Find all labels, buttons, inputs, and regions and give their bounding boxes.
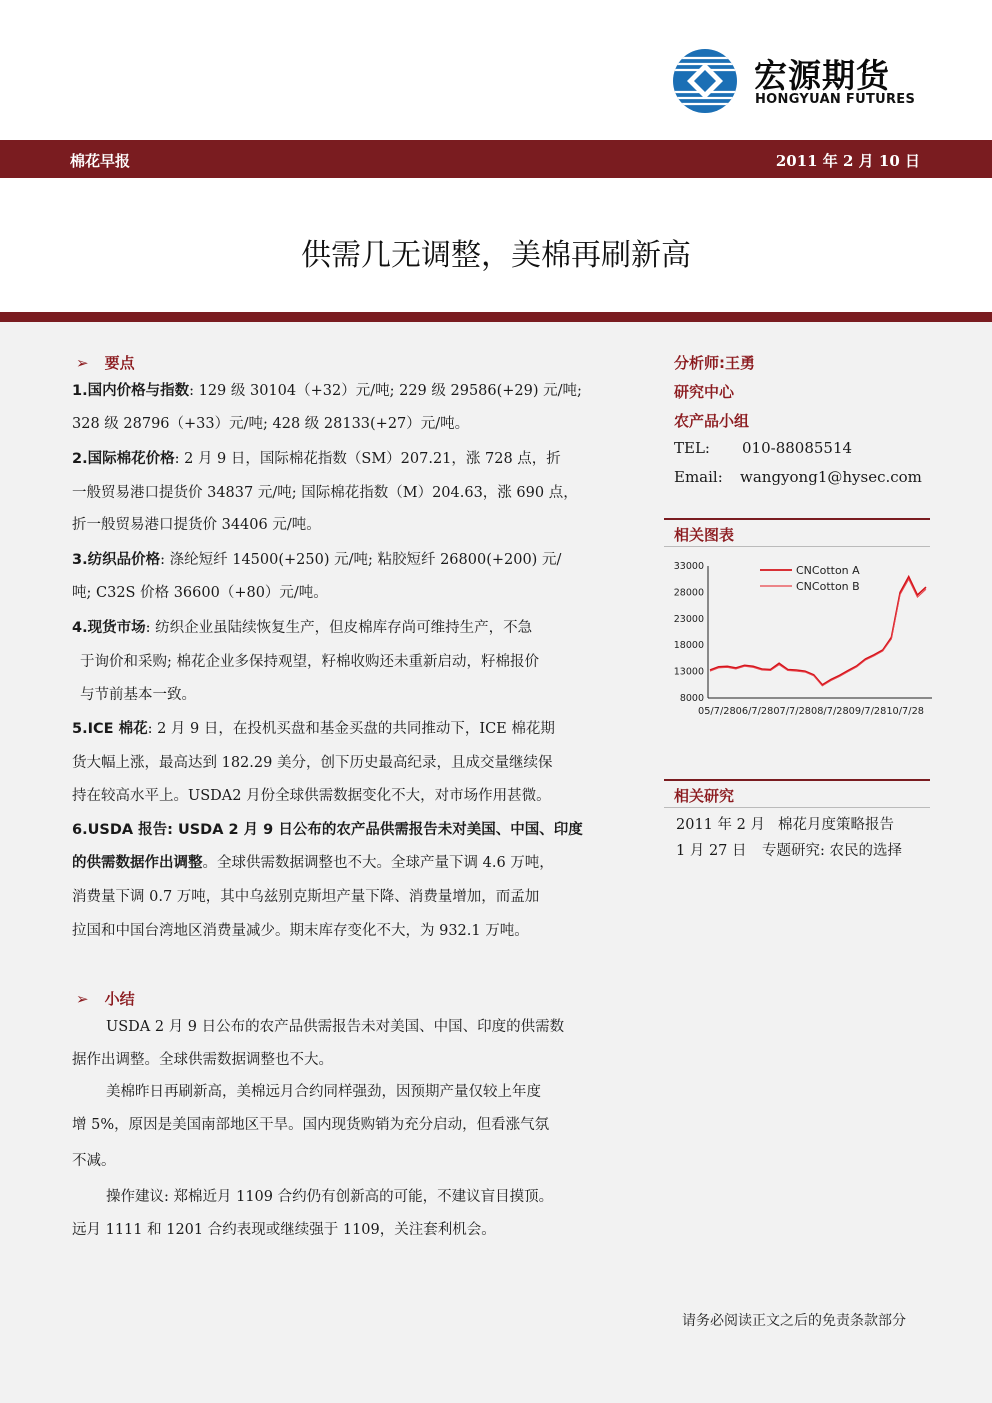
- tel-value: 010-88085514: [742, 439, 853, 457]
- p6-line2: [72, 853, 554, 873]
- report-date: 2011 年 2 月 10 日: [775, 152, 920, 170]
- arrow-bullet-icon: ➢: [76, 354, 89, 372]
- email-label: Email:: [674, 468, 723, 486]
- header-bar: [0, 140, 992, 178]
- email-link[interactable]: wangyong1@hysec.com: [740, 468, 922, 486]
- p3-text: : 涤纶短纤 14500(+250) 元/吨; 粘胶短纤 26800(+200) 元/: [160, 552, 562, 568]
- p5-line3: 持在较高水平上。USDA2 月份全球供需数据变化不大，对市场作用甚微。: [72, 788, 551, 804]
- y-tick-label: 33000: [673, 561, 704, 572]
- p1-head: 1.国内价格与指数: [72, 383, 190, 399]
- summary-line4: 增 5%，原因是美国南部地区干旱。国内现货购销为充分启动，但看涨气氛: [72, 1117, 550, 1133]
- p1-text: : 129 级 30104（+32）元/吨; 229 级 29586(+29) 元/吨;: [189, 383, 582, 399]
- related-research-heading: [664, 779, 930, 808]
- legend-label: CNCotton B: [796, 580, 860, 593]
- p6-text: 。全球供需数据调整也不大。全球产量下调 4.6 万吨，: [202, 855, 554, 871]
- p5-head: 5.ICE 棉花: [72, 721, 148, 737]
- p5-line1: [72, 719, 555, 739]
- p2-line1: [72, 449, 561, 469]
- summary-line5: 不减。: [72, 1153, 116, 1169]
- p4-text: : 纺织企业虽陆续恢复生产，但皮棉库存尚可维持生产，不急: [145, 620, 533, 636]
- series-line-2: [710, 579, 926, 686]
- p2-line3: 折一般贸易港口提货价 34406 元/吨。: [72, 517, 321, 533]
- related-research-title: 相关研究: [674, 787, 735, 805]
- p5-text: : 2 月 9 日，在投机买盘和基金买盘的共同推动下，ICE 棉花期: [147, 721, 555, 737]
- analyst-name: 分析师:王勇: [674, 354, 755, 372]
- section-title: 要点: [104, 354, 135, 372]
- cotton-price-chart: [664, 552, 934, 724]
- p5-line2: 货大幅上涨，最高达到 182.29 美分，创下历史最高纪录，且成交量继续保: [72, 755, 553, 771]
- p6-line3: 消费量下调 0.7 万吨，其中乌兹别克斯坦产量下降、消费量增加，而孟加: [72, 889, 540, 905]
- title-rule: [0, 312, 992, 322]
- p6-line4: 拉国和中国台湾地区消费量减少。期末库存变化不大，为 932.1 万吨。: [72, 923, 529, 939]
- agri-group: 农产品小组: [674, 412, 750, 430]
- research2-link[interactable]: 专题研究: 农民的选择: [762, 843, 902, 859]
- section-heading-summary: [76, 988, 135, 1009]
- x-tick-labels: 05/7/2806/7/2807/7/2808/7/2809/7/2810/7/28: [698, 706, 924, 717]
- y-tick-label: 28000: [673, 587, 704, 599]
- logo-emblem-icon: [672, 48, 738, 114]
- y-tick-label: 23000: [673, 613, 704, 625]
- p1-line1: [72, 381, 582, 401]
- report-type: 棉花早报: [70, 152, 131, 170]
- section-title: 小结: [104, 990, 135, 1008]
- p6-head: 6.USDA 报告: USDA 2 月 9 日公布的农产品供需报告未对美国、中国、印度: [72, 822, 583, 838]
- legend-label: CNCotton A: [796, 564, 860, 577]
- p2-text: : 2 月 9 日，国际棉花指数（SM）207.21，涨 728 点，折: [174, 451, 561, 467]
- arrow-bullet-icon: ➢: [76, 990, 89, 1008]
- section-heading-key-points: [76, 352, 135, 373]
- related-charts-title: 相关图表: [674, 526, 735, 544]
- logo-cn-text: 宏源期货: [754, 56, 890, 95]
- p1-line2: 328 级 28796（+33）元/吨; 428 级 28133(+27）元/吨。: [72, 416, 470, 432]
- logo-en-text: HONGYUAN FUTURES: [755, 92, 916, 107]
- disclaimer-note: 请务必阅读正文之后的免责条款部分: [682, 1313, 906, 1329]
- research2-date: 1 月 27 日: [676, 843, 747, 859]
- summary-line2: 据作出调整。全球供需数据调整也不大。: [72, 1052, 333, 1068]
- page-title: 供需几无调整，美棉再刷新高: [301, 238, 691, 273]
- y-tick-label: 8000: [679, 693, 704, 704]
- y-tick-label: 18000: [673, 640, 704, 652]
- p4-head: 4.现货市场: [72, 620, 146, 636]
- y-tick-label: 13000: [673, 666, 704, 678]
- tel-label: TEL:: [674, 439, 710, 457]
- related-charts-heading: [664, 518, 930, 547]
- p3-line1: [72, 550, 561, 570]
- p2-line2: 一般贸易港口提货价 34837 元/吨; 国际棉花指数（M）204.63，涨 690 点，: [72, 485, 578, 501]
- summary-line1: USDA 2 月 9 日公布的农产品供需报告未对美国、中国、印度的供需数: [106, 1019, 565, 1035]
- summary-line3: 美棉昨日再刷新高，美棉远月合约同样强劲，因预期产量仅较上年度: [106, 1084, 541, 1100]
- p6-line1: [72, 820, 583, 840]
- p4-line1: [72, 618, 532, 638]
- p4-line2: 于询价和采购; 棉花企业多保持观望，籽棉收购还未重新启动，籽棉报价: [80, 654, 539, 670]
- summary-line7: 远月 1111 和 1201 合约表现或继续强于 1109，关注套利机会。: [72, 1222, 496, 1238]
- research-center: 研究中心: [674, 383, 735, 401]
- p4-line3: 与节前基本一致。: [80, 687, 196, 703]
- company-logo: [672, 48, 916, 114]
- summary-line6: 操作建议: 郑棉近月 1109 合约仍有创新高的可能，不建议盲目摸顶。: [106, 1189, 554, 1205]
- research1-link[interactable]: 棉花月度策略报告: [778, 817, 894, 833]
- research1-date: 2011 年 2 月: [676, 817, 765, 833]
- p6-head-cont: 的供需数据作出调整: [72, 855, 203, 871]
- p2-head: 2.国际棉花价格: [72, 451, 175, 467]
- p3-head: 3.纺织品价格: [72, 552, 161, 568]
- p3-line2: 吨; C32S 价格 36600（+80）元/吨。: [72, 585, 328, 601]
